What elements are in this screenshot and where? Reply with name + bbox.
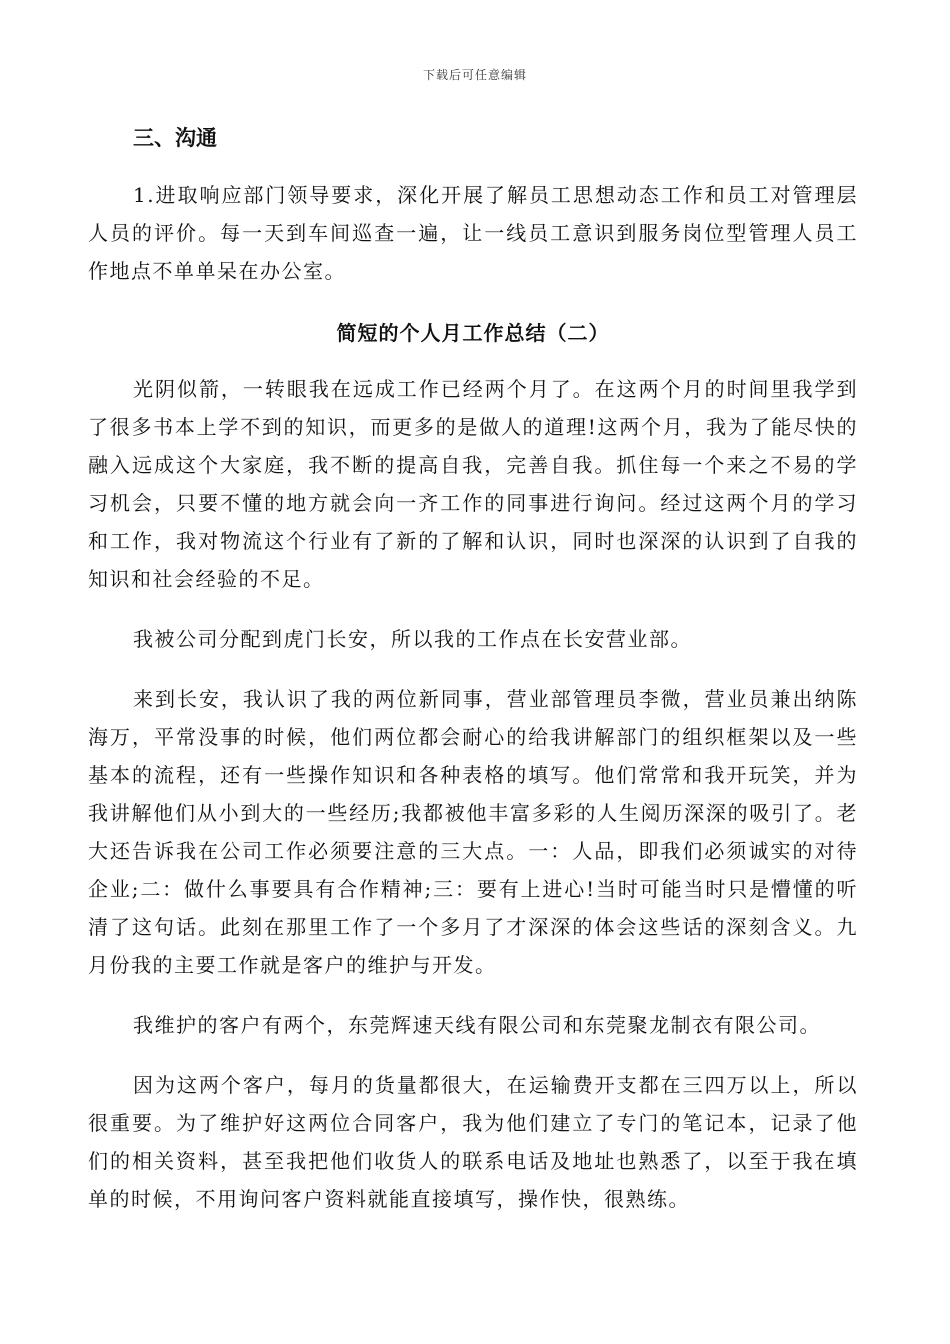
article-paragraph-5: 因为这两个客户，每月的货量都很大，在运输费开支都在三四万以上，所以很重要。为了维护好这两位合同客户，我为他们建立了专门的笔记本，记录了他们的相关资料，甚至我把他们收货人的联系电话及地址也熟悉了，以至于我在填单的时候，不用询问客户资料就能直接填写，操作快，很熟练。	[88, 1073, 858, 1211]
section-heading: 三、沟通	[133, 125, 217, 150]
article-paragraph-1: 光阴似箭，一转眼我在远成工作已经两个月了。在这两个月的时间里我学到了很多书本上学不到的知识，而更多的是做人的道理!这两个月，我为了能尽快的融入远成这个大家庭，我不断的提高自我，完善自我。抓住每一个来之不易的学习机会，只要不懂的地方就会向一齐工作的同事进行询问。经过这两个月的学习和工作，我对物流这个行业有了新的了解和认识，同时也深深的认识到了自我的知识和社会经验的不足。	[88, 377, 858, 591]
article-title: 简短的个人月工作总结（二）	[336, 321, 610, 345]
article-paragraph-3: 来到长安，我认识了我的两位新同事，营业部管理员李微，营业员兼出纳陈海万，平常没事的时候，他们两位都会耐心的给我讲解部门的组织框架以及一些基本的流程，还有一些操作知识和各种表格的填写。他们常常和我开玩笑，并为我讲解他们从小到大的一些经历;我都被他丰富多彩的人生阅历深深的吸引了。老大还告诉我在公司工作必须要注意的三大点。一：人品，即我们必须诚实的对待企业;二：做什么事要具有合作精神;三：要有上进心!当时可能当时只是懵懂的听清了这句话。此刻在那里工作了一个多月了才深深的体会这些话的深刻含义。九月份我的主要工作就是客户的维护与开发。	[88, 687, 858, 977]
document-body	[88, 120, 858, 1218]
header-note: 下载后可任意编辑	[422, 68, 527, 82]
article-paragraph-2: 我被公司分配到虎门长安，所以我的工作点在长安营业部。	[133, 627, 692, 651]
section-paragraph: 1.进取响应部门领导要求，深化开展了解员工思想动态工作和员工对管理层人员的评价。每一天到车间巡查一遍，让一线员工意识到服务岗位型管理人员工作地点不单单呆在办公室。	[88, 183, 858, 283]
article-paragraph-4: 我维护的客户有两个，东莞辉速天线有限公司和东莞聚龙制衣有限公司。	[133, 1013, 821, 1037]
